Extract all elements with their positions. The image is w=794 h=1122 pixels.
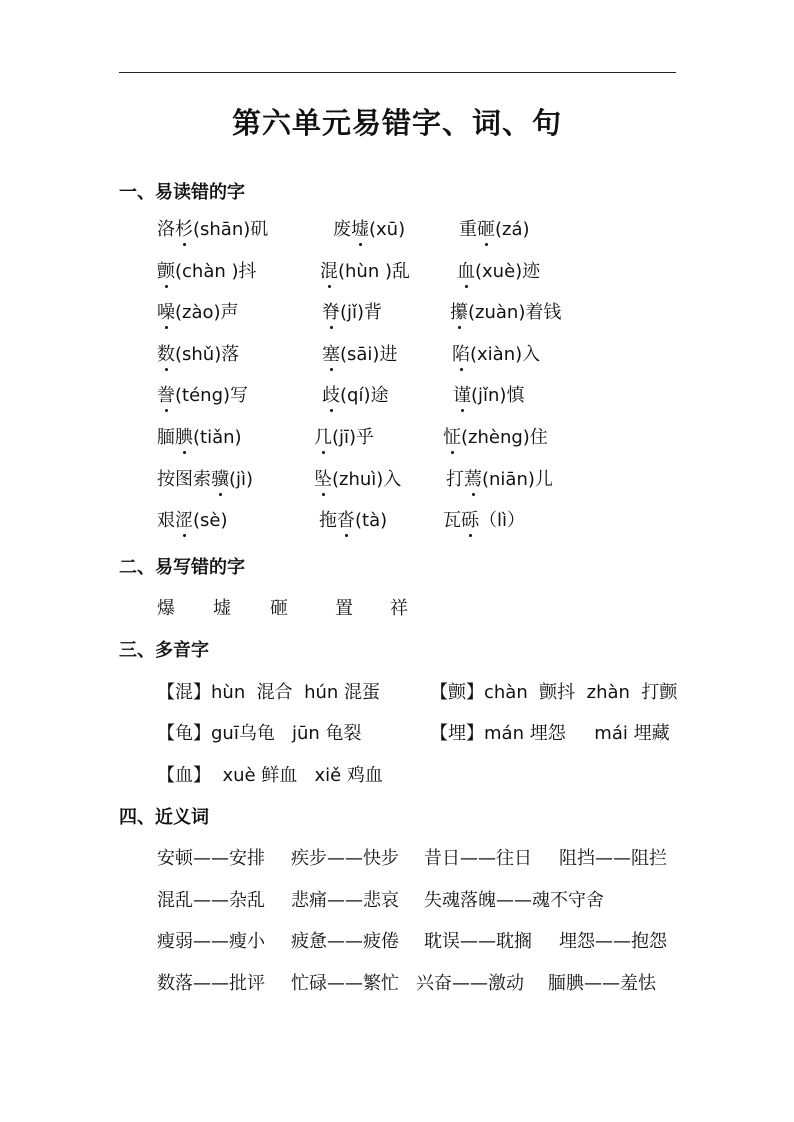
reading-entry — [319, 507, 387, 535]
dotted-char: 塞 — [322, 341, 340, 369]
dotted-char: 沓 — [337, 507, 355, 535]
polyphone-row — [0, 762, 794, 790]
reading-text: 瓦 — [443, 510, 461, 532]
writing-char: 墟 — [213, 598, 231, 619]
dotted-char: 几 — [314, 424, 332, 452]
reading-text: 艰 — [157, 510, 175, 532]
synonym-pair: 悲痛——悲哀 — [291, 890, 399, 911]
polyphone-entry: 【混】hùn 混合 hún 混蛋 — [157, 682, 381, 703]
dotted-char: 墟 — [351, 216, 369, 244]
reading-entry — [314, 424, 374, 452]
synonym-row — [0, 887, 794, 915]
reading-entry — [443, 424, 548, 452]
dotted-char: 颤 — [157, 258, 175, 286]
writing-char: 砸 — [270, 598, 288, 619]
reading-text: 重 — [459, 219, 477, 240]
dotted-char: 涩 — [175, 507, 193, 535]
synonym-row — [0, 970, 794, 998]
reading-row — [0, 507, 794, 535]
reading-text: 废 — [333, 219, 351, 240]
writing-char-row — [0, 595, 794, 623]
dotted-char: 誊 — [157, 382, 175, 410]
reading-entry — [450, 299, 561, 327]
reading-entry — [322, 382, 388, 410]
reading-text: (zhuì)入 — [332, 468, 402, 490]
dotted-char: 砸 — [477, 216, 495, 244]
reading-row — [0, 299, 794, 327]
dotted-char: 蔫 — [464, 466, 482, 494]
reading-text: （lì） — [479, 510, 526, 532]
reading-entry — [157, 216, 268, 244]
synonym-pair: 安顿——安排 — [157, 848, 265, 869]
reading-entry — [333, 216, 405, 244]
writing-char: 祥 — [390, 598, 408, 619]
dotted-char: 腆 — [175, 424, 193, 452]
dotted-char: 数 — [157, 341, 175, 369]
reading-text: (téng)写 — [175, 385, 249, 407]
writing-char: 爆 — [157, 598, 175, 619]
dotted-char: 谨 — [453, 382, 471, 410]
dotted-char: 歧 — [322, 382, 340, 410]
reading-row — [0, 341, 794, 369]
dotted-char: 脊 — [322, 299, 340, 327]
reading-text: (xiàn)入 — [470, 343, 541, 365]
reading-text: (jī)乎 — [332, 427, 375, 448]
reading-entry — [459, 216, 530, 244]
reading-entry — [157, 424, 242, 452]
synonym-pair: 忙碌——繁忙 — [291, 973, 399, 994]
reading-text: (xū) — [369, 219, 406, 240]
reading-entry — [314, 466, 401, 494]
section-heading-2: 二、易写错的字 — [119, 557, 245, 578]
reading-text: (sāi)进 — [340, 343, 398, 365]
polyphone-entry: 【龟】guī乌龟 jūn 龟裂 — [157, 723, 362, 744]
dotted-char: 坠 — [314, 466, 332, 494]
synonym-pair: 混乱——杂乱 — [157, 890, 265, 911]
reading-entry — [157, 299, 239, 327]
reading-text: (niān)儿 — [482, 468, 553, 490]
dotted-char: 混 — [320, 258, 338, 286]
reading-text: (tà) — [355, 510, 388, 532]
dotted-char: 攥 — [450, 299, 468, 327]
dotted-char: 噪 — [157, 299, 175, 327]
dotted-char: 砾 — [461, 507, 479, 535]
synonym-pair: 瘦弱——瘦小 — [157, 931, 265, 952]
reading-entry — [157, 507, 228, 535]
synonym-pair: 阻挡——阻拦 — [559, 848, 667, 869]
page-title: 第六单元易错字、词、句 — [231, 106, 562, 140]
polyphone-row — [0, 679, 794, 707]
header-rule — [119, 72, 676, 73]
polyphone-entry: 【颤】chàn 颤抖 zhàn 打颤 — [430, 682, 678, 703]
reading-entry — [322, 341, 397, 369]
reading-entry — [453, 382, 524, 410]
synonym-row — [0, 928, 794, 956]
reading-entry — [446, 466, 553, 494]
polyphone-entry: 【血】 xuè 鲜血 xiě 鸡血 — [157, 765, 383, 786]
reading-text: (zuàn)着钱 — [468, 302, 562, 324]
synonym-pair: 数落——批评 — [157, 973, 265, 994]
dotted-char: 陷 — [452, 341, 470, 369]
synonym-pair: 耽误——耽搁 — [424, 931, 532, 952]
synonym-pair: 埋怨——抱怨 — [559, 931, 667, 952]
dotted-char: 血 — [457, 258, 475, 286]
reading-text: (zá) — [495, 219, 530, 240]
reading-row — [0, 382, 794, 410]
synonym-pair: 疲惫——疲倦 — [291, 931, 399, 952]
reading-text: (qí)途 — [340, 385, 389, 407]
synonym-row — [0, 845, 794, 873]
section-heading-3: 三、多音字 — [119, 640, 209, 661]
reading-entry — [322, 299, 382, 327]
reading-text: (shǔ)落 — [175, 343, 240, 365]
synonym-pair: 兴奋——激动 — [416, 973, 524, 994]
reading-entry — [157, 382, 248, 410]
reading-text: (sè) — [193, 510, 228, 532]
section-heading-1: 一、易读错的字 — [119, 182, 245, 203]
dotted-char: 骥 — [211, 466, 229, 494]
reading-text: (jǐ)背 — [340, 302, 383, 324]
reading-row — [0, 258, 794, 286]
reading-entry — [157, 466, 253, 494]
reading-text: (jǐn)慎 — [471, 385, 525, 407]
reading-entry — [452, 341, 540, 369]
polyphone-entry: 【埋】mán 埋怨 mái 埋藏 — [430, 723, 670, 744]
reading-row — [0, 466, 794, 494]
section-heading-4: 四、近义词 — [119, 807, 209, 828]
synonym-pair: 腼腆——羞怯 — [548, 973, 656, 994]
reading-entry — [457, 258, 540, 286]
dotted-char: 怔 — [443, 424, 461, 452]
reading-text: (shān)矶 — [193, 219, 269, 240]
synonym-pair: 失魂落魄——魂不守舍 — [424, 890, 604, 911]
reading-text: 打 — [446, 468, 464, 490]
reading-text: 洛 — [157, 219, 175, 240]
reading-text: (zhèng)住 — [461, 427, 548, 448]
reading-entry — [320, 258, 410, 286]
synonym-pair: 昔日——往日 — [424, 848, 532, 869]
writing-char: 置 — [335, 598, 353, 619]
dotted-char: 杉 — [175, 216, 193, 244]
reading-entry — [157, 258, 257, 286]
reading-entry — [443, 507, 525, 535]
reading-entry — [157, 341, 239, 369]
reading-text: (jì) — [229, 468, 254, 490]
reading-text: (tiǎn) — [193, 427, 242, 448]
reading-text: 拖 — [319, 510, 337, 532]
polyphone-row — [0, 720, 794, 748]
synonym-pair: 疾步——快步 — [291, 848, 399, 869]
reading-text: (chàn )抖 — [175, 260, 257, 282]
reading-row — [0, 216, 794, 244]
reading-text: (xuè)迹 — [475, 260, 541, 282]
reading-row — [0, 424, 794, 452]
reading-text: (zào)声 — [175, 302, 239, 324]
reading-text: (hùn )乱 — [338, 260, 410, 282]
reading-text: 腼 — [157, 427, 175, 448]
reading-text: 按图索 — [157, 468, 211, 490]
